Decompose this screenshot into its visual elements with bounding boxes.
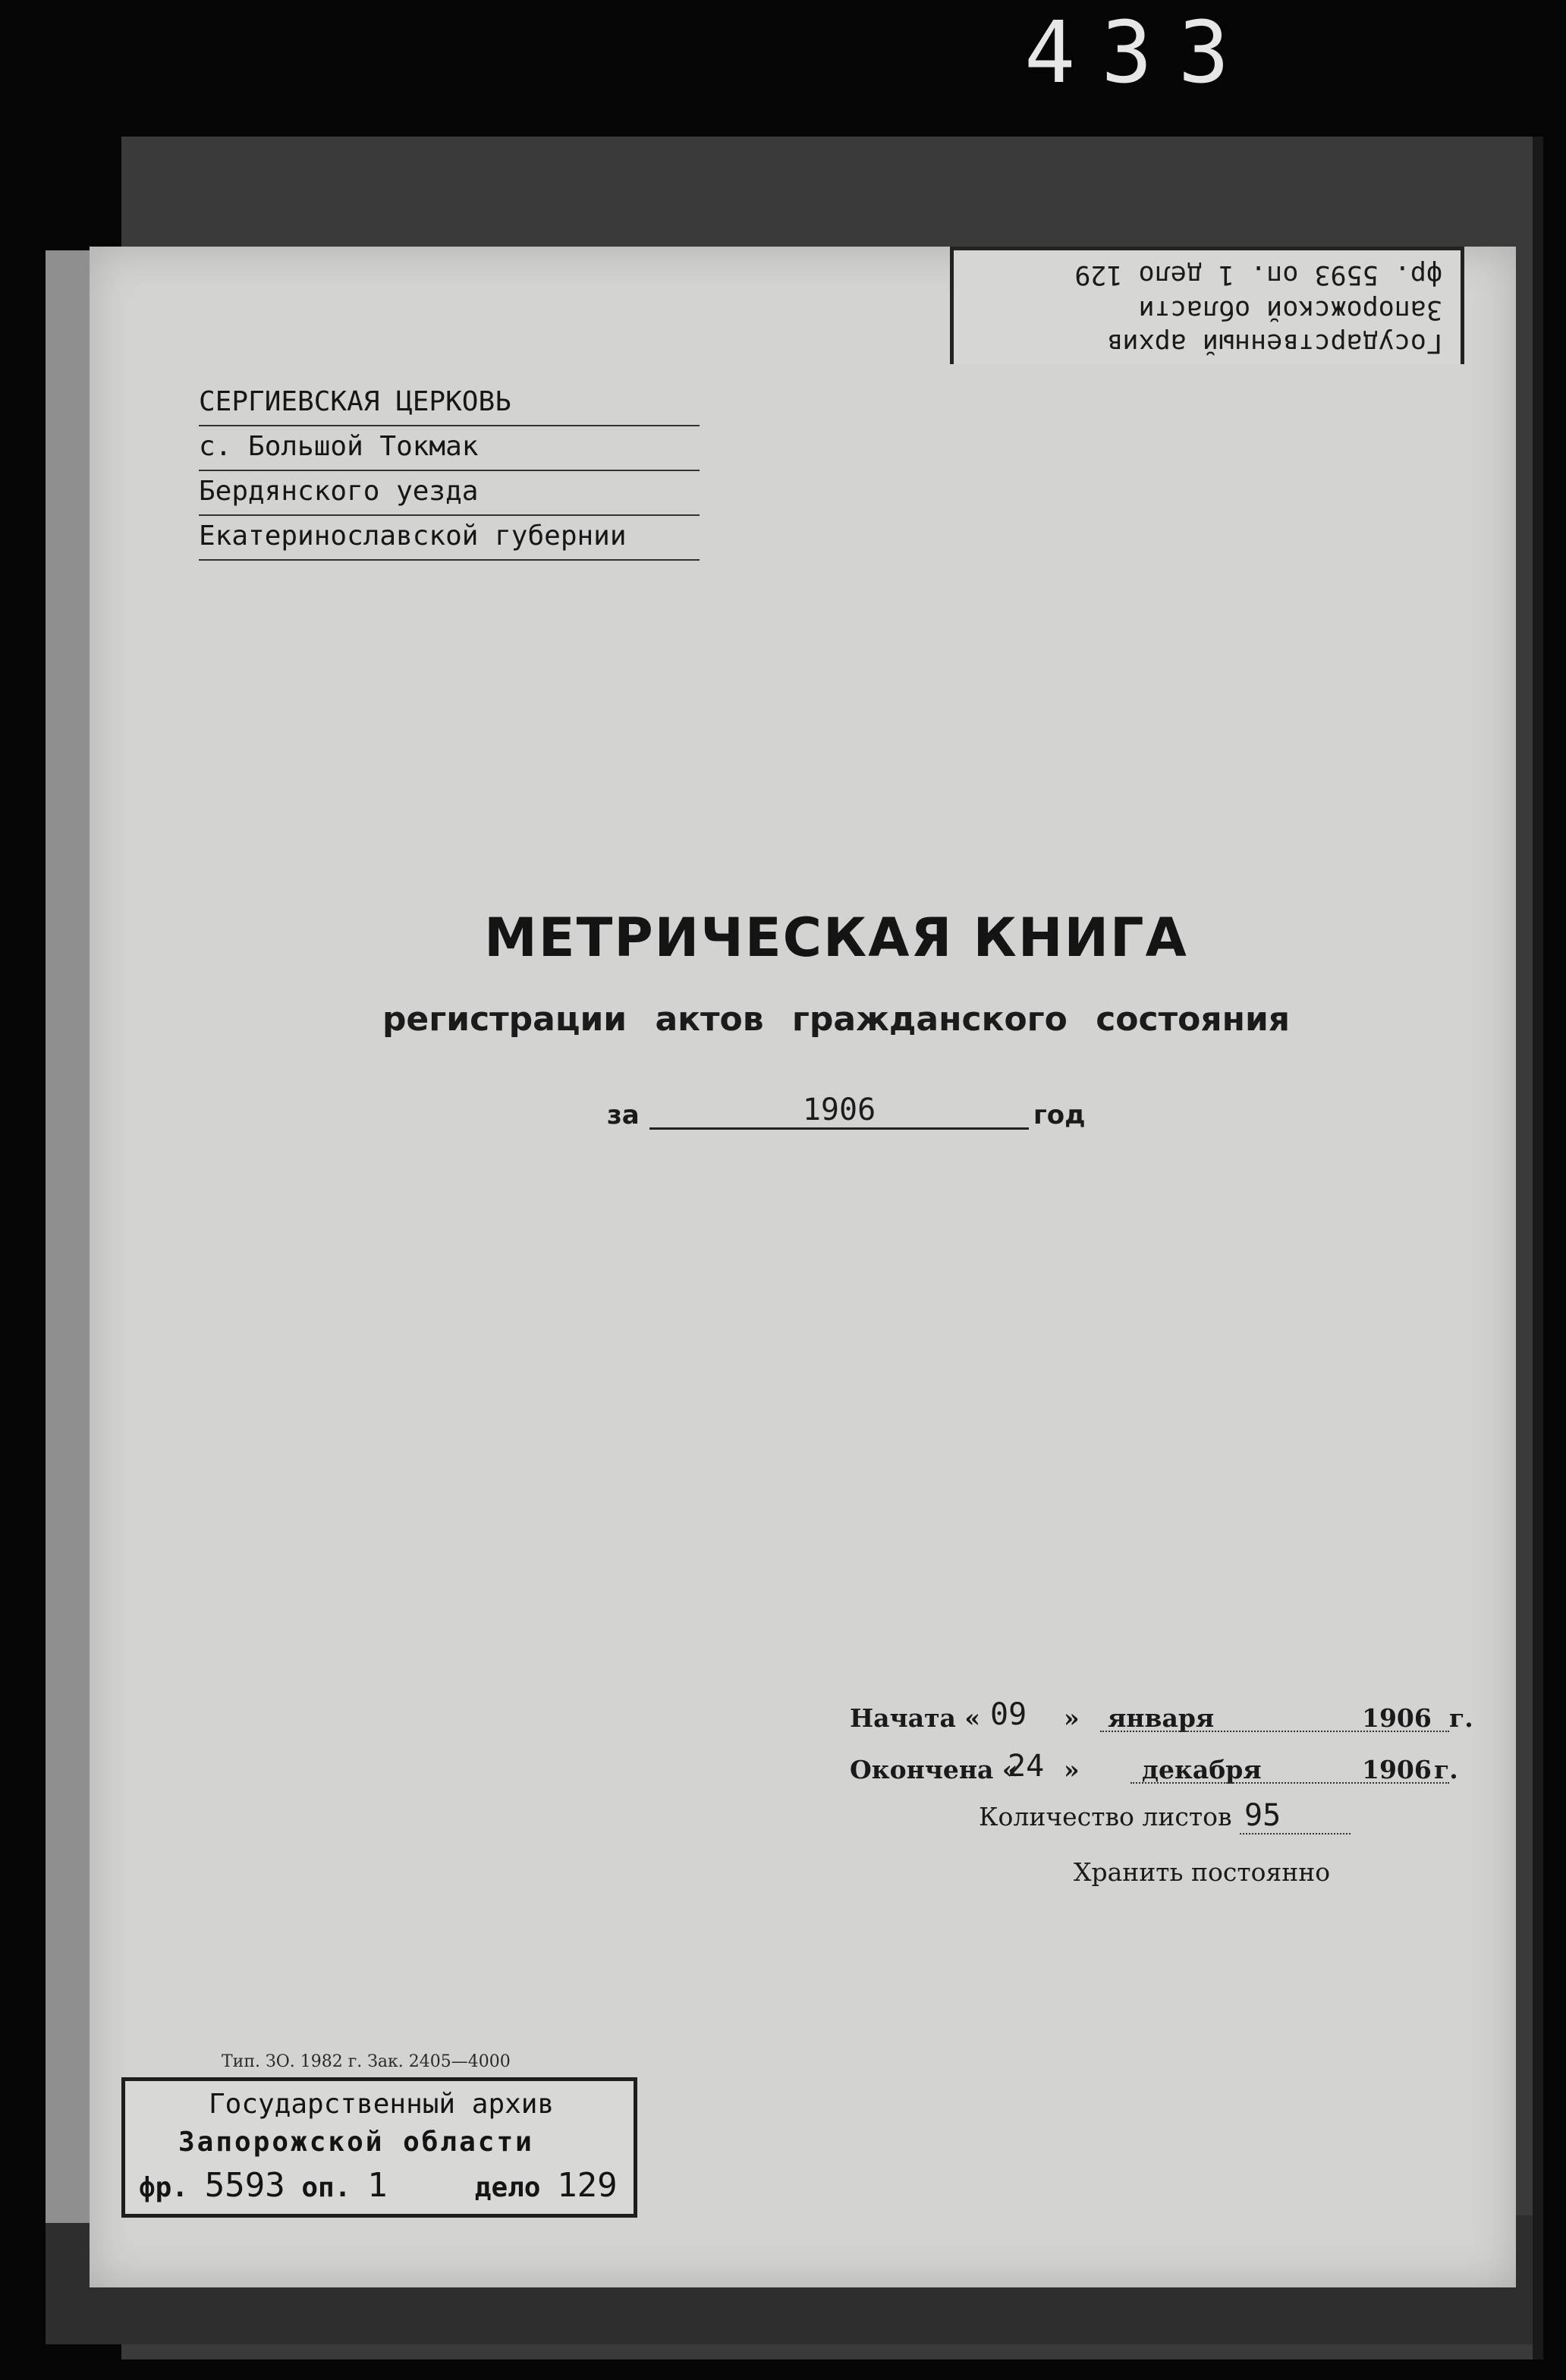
ended-close: » (1064, 1755, 1080, 1784)
document-title: МЕТРИЧЕСКАЯ КНИГА (484, 907, 1188, 969)
ended-year: 1906 (1362, 1755, 1432, 1784)
church-name: СЕРГИЕВСКАЯ ЦЕРКОВЬ (199, 383, 700, 426)
stamp-bottom-line1: Государственный архив (209, 2089, 555, 2120)
church-province: Екатеринославской губернии (199, 517, 700, 561)
stamp-bottom-refs (139, 2166, 618, 2205)
sheets-count-row (979, 1798, 1404, 1836)
started-close: » (1064, 1703, 1080, 1733)
year-prefix: за (607, 1100, 640, 1130)
stamp-top-opis: 1 (1218, 259, 1235, 290)
archive-stamp-top (950, 247, 1464, 364)
started-year: 1906 (1362, 1703, 1432, 1733)
page-number: 433 (1024, 4, 1256, 102)
year-suffix: год (1033, 1100, 1086, 1130)
sheets-label: Количество листов (979, 1802, 1232, 1831)
stamp-top-delo: 129 (1074, 259, 1123, 290)
typography-note: Тип. ЗО. 1982 г. Зак. 2405—4000 (222, 2052, 511, 2071)
church-village: с. Большой Токмак (199, 428, 700, 471)
started-month: января (1108, 1703, 1215, 1733)
year-value: 1906 (649, 1093, 1029, 1130)
dates-block (850, 1696, 1472, 1799)
year-row (607, 1093, 1093, 1138)
started-label: Начата « (850, 1703, 981, 1733)
stamp-bottom-opis: 1 (367, 2166, 388, 2205)
ended-day: 24 (1008, 1749, 1045, 1784)
keep-note: Хранить постоянно (1074, 1857, 1331, 1887)
stamp-top-fond: 5593 (1314, 259, 1379, 290)
date-ended-row (850, 1747, 1472, 1799)
archive-stamp-bottom (121, 2077, 637, 2218)
ended-month: декабря (1142, 1755, 1262, 1784)
started-suffix: г. (1449, 1703, 1473, 1733)
date-started-row (850, 1696, 1472, 1747)
stamp-bottom-delo-label: дело (474, 2172, 541, 2203)
stamp-top-fond-label: фр. (1394, 259, 1442, 290)
church-address-block (199, 383, 700, 562)
stamp-bottom-fond-label: фр. (139, 2172, 189, 2203)
document-subtitle: регистрации актов гражданского состояния (382, 1000, 1291, 1039)
stamp-top-line1: Государственный архив (1106, 328, 1442, 358)
stamp-top-delo-label: дело (1138, 259, 1203, 290)
stamp-top-opis-label: оп. (1250, 259, 1299, 290)
ended-suffix: г. (1434, 1755, 1458, 1784)
ended-label: Окончена « (850, 1755, 1018, 1784)
stamp-top-refs (972, 259, 1442, 290)
stamp-bottom-line2: Запорожской области (178, 2127, 534, 2158)
stamp-bottom-fond: 5593 (204, 2166, 285, 2205)
started-day: 09 (990, 1697, 1027, 1732)
sheets-value: 95 (1240, 1798, 1351, 1835)
stamp-bottom-delo: 129 (557, 2166, 618, 2205)
stamp-top-line2: Запорожской области (1138, 294, 1442, 325)
stamp-bottom-opis-label: оп. (301, 2172, 351, 2203)
church-district: Бердянского уезда (199, 473, 700, 516)
